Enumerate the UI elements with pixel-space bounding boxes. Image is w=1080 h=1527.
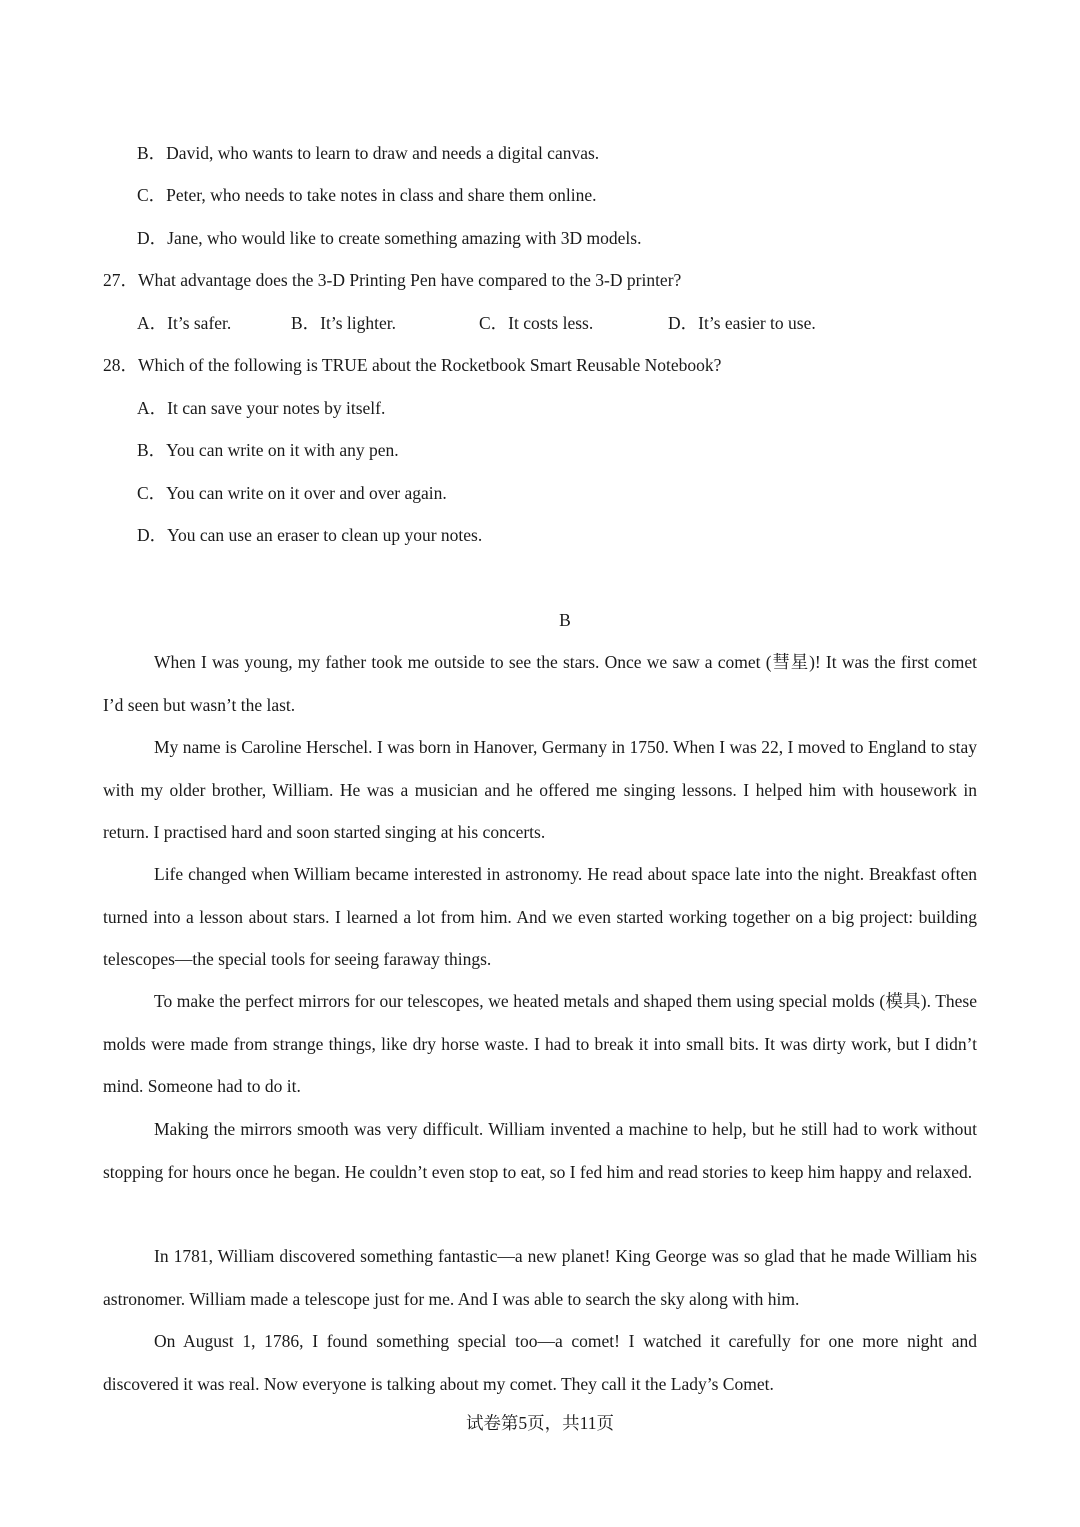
q28-option-a: A．It can save your notes by itself. xyxy=(137,398,386,418)
passage-paragraph: To make the perfect mirrors for our telescopes, we heated metals and shaped them using special molds (模具). These molds were made from strange things, like dry horse waste. I had to break it into small bits. It was dirty work, but I didn’t mind. Someone had to do it. xyxy=(103,991,977,1096)
q27-option-a: A．It’s safer. xyxy=(137,313,232,333)
q27-option-d: D．It’s easier to use. xyxy=(668,313,816,333)
section-title: B xyxy=(559,610,571,630)
q28-option-d: D．You can use an eraser to clean up your notes. xyxy=(137,525,483,545)
passage-paragraph: In 1781, William discovered something fantastic—a new planet! King George was so glad that he made William his astronomer. William made a telescope just for me. And I was able to search the sky along with him. xyxy=(103,1246,977,1309)
q26-option-c: C．Peter, who needs to take notes in class and share them online. xyxy=(137,185,597,205)
passage-paragraph: Life changed when William became interested in astronomy. He read about space late into the night. Breakfast often turned into a lesson about stars. I learned a lot from him. And we even started working together on a big project: building telescopes—the special tools for seeing faraway things. xyxy=(103,864,977,969)
q27-stem: 27．What advantage does the 3-D Printing Pen have compared to the 3-D printer? xyxy=(103,270,682,290)
passage-paragraph: My name is Caroline Herschel. I was born in Hanover, Germany in 1750. When I was 22, I moved to England to stay with my older brother, William. He was a musician and he offered me singing lessons. I helped him with housework in return. I practised hard and soon started singing at his concerts. xyxy=(103,737,977,842)
q26-option-d: D．Jane, who would like to create something amazing with 3D models. xyxy=(137,228,642,248)
q26-option-b: B．David, who wants to learn to draw and needs a digital canvas. xyxy=(137,143,600,163)
q27-option-b: B．It’s lighter. xyxy=(291,313,396,333)
q28-stem: 28．Which of the following is TRUE about the Rocketbook Smart Reusable Notebook? xyxy=(103,355,722,375)
passage-paragraph: Making the mirrors smooth was very difficult. William invented a machine to help, but he still had to work without stopping for hours once he began. He couldn’t even stop to eat, so I fed him and read stories to keep him happy and relaxed. xyxy=(103,1119,977,1182)
q28-option-c: C．You can write on it over and over again. xyxy=(137,483,447,503)
passage-paragraph: When I was young, my father took me outside to see the stars. Once we saw a comet (彗星)! It was the first comet I’d seen but wasn’t the last. xyxy=(103,652,977,715)
page-footer: 试卷第5页，共11页 xyxy=(465,1413,615,1433)
passage-paragraph: On August 1, 1786, I found something special too—a comet! I watched it carefully for one more night and discovered it was real. Now everyone is talking about my comet. They call it the Lady’s Comet. xyxy=(103,1331,977,1394)
q27-option-c: C．It costs less. xyxy=(479,313,594,333)
q28-option-b: B．You can write on it with any pen. xyxy=(137,440,399,460)
